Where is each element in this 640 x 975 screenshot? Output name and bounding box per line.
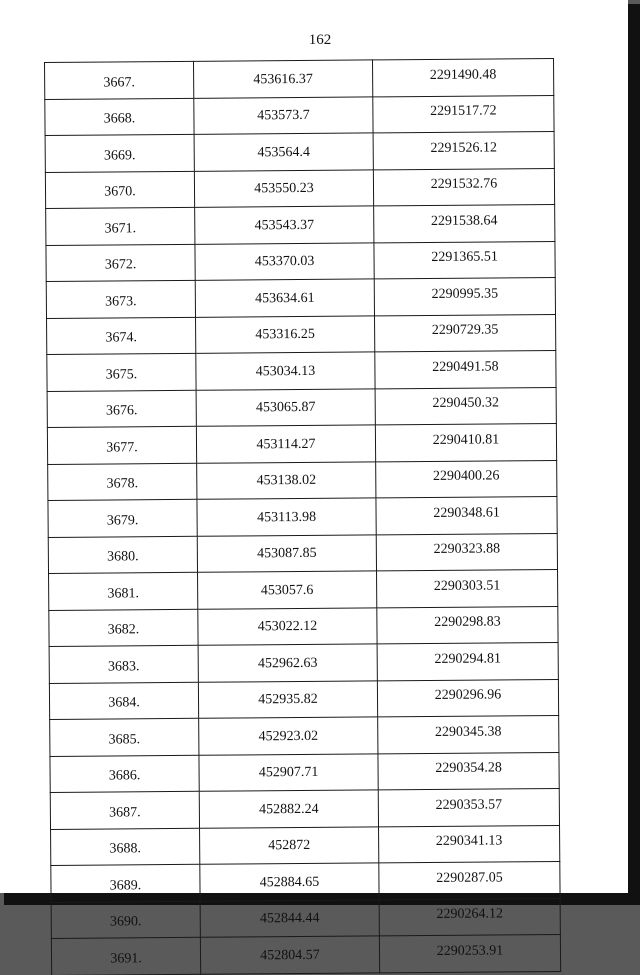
point-number-cell: 3674. (47, 317, 196, 355)
y-coordinate-cell: 2290323.88 (376, 533, 557, 571)
x-coordinate-cell: 453138.02 (197, 461, 376, 499)
y-coordinate-cell: 2291538.64 (374, 204, 555, 242)
x-coordinate-cell: 453634.61 (195, 279, 374, 317)
point-number-cell: 3669. (45, 134, 194, 172)
point-number-cell: 3685. (50, 718, 199, 756)
y-coordinate-cell: 2290995.35 (374, 277, 555, 315)
y-coordinate-cell: 2290341.13 (379, 825, 560, 863)
table-row (50, 715, 559, 755)
y-coordinate-cell: 2290345.38 (378, 715, 559, 753)
point-number-cell: 3687. (50, 791, 199, 829)
point-number-cell: 3691. (51, 937, 200, 975)
table-row (46, 277, 555, 317)
x-coordinate-cell: 453113.98 (197, 498, 376, 536)
x-coordinate-cell: 453065.87 (196, 388, 375, 426)
table-row (50, 788, 559, 828)
x-coordinate-cell: 452882.24 (199, 790, 378, 828)
table-row (47, 314, 556, 354)
x-coordinate-cell: 452935.82 (198, 680, 377, 718)
point-number-cell: 3688. (51, 828, 200, 866)
point-number-cell: 3671. (46, 207, 195, 245)
table-row (51, 825, 560, 865)
table-row (50, 752, 559, 792)
y-coordinate-cell: 2290450.32 (375, 387, 556, 425)
y-coordinate-cell: 2291526.12 (373, 131, 554, 169)
table-row (47, 350, 556, 390)
y-coordinate-cell: 2290294.81 (377, 642, 558, 680)
y-coordinate-cell: 2290348.61 (376, 496, 557, 534)
table-row (46, 241, 555, 281)
point-number-cell: 3668. (45, 98, 194, 136)
x-coordinate-cell: 453564.4 (194, 133, 373, 171)
y-coordinate-cell: 2290287.05 (379, 861, 560, 899)
coordinates-table-wrapper (44, 58, 560, 967)
table-row (51, 934, 560, 974)
x-coordinate-cell: 453087.85 (197, 534, 376, 572)
table-body (45, 58, 561, 974)
point-number-cell: 3682. (49, 609, 198, 647)
y-coordinate-cell: 2290298.83 (377, 606, 558, 644)
y-coordinate-cell: 2291532.76 (373, 168, 554, 206)
x-coordinate-cell: 453057.6 (198, 571, 377, 609)
x-coordinate-cell: 453543.37 (195, 206, 374, 244)
x-coordinate-cell: 452872 (200, 826, 379, 864)
x-coordinate-cell: 452907.71 (199, 753, 378, 791)
table-row (48, 460, 557, 500)
table-row (49, 606, 558, 646)
point-number-cell: 3680. (48, 536, 197, 574)
table-row (47, 423, 556, 463)
point-number-cell: 3673. (46, 280, 195, 318)
x-coordinate-cell: 453370.03 (195, 242, 374, 280)
table-row (48, 496, 557, 536)
y-coordinate-cell: 2291517.72 (373, 95, 554, 133)
y-coordinate-cell: 2290303.51 (377, 569, 558, 607)
point-number-cell: 3679. (48, 499, 197, 537)
point-number-cell: 3683. (49, 645, 198, 683)
table-row (49, 569, 558, 609)
table-row (48, 533, 557, 573)
y-coordinate-cell: 2290264.12 (379, 898, 560, 936)
y-coordinate-cell: 2290253.91 (379, 934, 560, 972)
x-coordinate-cell: 452844.44 (200, 899, 379, 937)
table-row (51, 898, 560, 938)
table-row (49, 679, 558, 719)
point-number-cell: 3667. (45, 61, 194, 99)
point-number-cell: 3670. (45, 171, 194, 209)
x-coordinate-cell: 453550.23 (194, 169, 373, 207)
table-row (46, 204, 555, 244)
point-number-cell: 3676. (47, 390, 196, 428)
table-row (49, 642, 558, 682)
x-coordinate-cell: 452923.02 (199, 717, 378, 755)
x-coordinate-cell: 453114.27 (196, 425, 375, 463)
table-row (45, 58, 554, 98)
y-coordinate-cell: 2291365.51 (374, 241, 555, 279)
x-coordinate-cell: 452962.63 (198, 644, 377, 682)
table-row (47, 387, 556, 427)
table-row (45, 131, 554, 171)
y-coordinate-cell: 2290410.81 (375, 423, 556, 461)
y-coordinate-cell: 2290729.35 (375, 314, 556, 352)
point-number-cell: 3677. (47, 426, 196, 464)
point-number-cell: 3675. (47, 353, 196, 391)
table-row (51, 861, 560, 901)
point-number-cell: 3686. (50, 755, 199, 793)
x-coordinate-cell: 452884.65 (200, 863, 379, 901)
y-coordinate-cell: 2290296.96 (377, 679, 558, 717)
x-coordinate-cell: 453022.12 (198, 607, 377, 645)
y-coordinate-cell: 2291490.48 (372, 58, 553, 96)
coordinates-table (44, 58, 561, 975)
point-number-cell: 3678. (48, 463, 197, 501)
page-number: 162 (308, 32, 332, 48)
x-coordinate-cell: 453316.25 (196, 315, 375, 353)
x-coordinate-cell: 453616.37 (193, 60, 372, 98)
x-coordinate-cell: 452804.57 (200, 936, 379, 974)
point-number-cell: 3689. (51, 864, 200, 902)
point-number-cell: 3672. (46, 244, 195, 282)
table-row (45, 168, 554, 208)
scan-shadow-right (628, 4, 640, 905)
point-number-cell: 3684. (49, 682, 198, 720)
point-number-cell: 3690. (51, 901, 200, 939)
y-coordinate-cell: 2290400.26 (376, 460, 557, 498)
y-coordinate-cell: 2290354.28 (378, 752, 559, 790)
table-row (45, 95, 554, 135)
y-coordinate-cell: 2290491.58 (375, 350, 556, 388)
x-coordinate-cell: 453573.7 (194, 96, 373, 134)
point-number-cell: 3681. (49, 572, 198, 610)
x-coordinate-cell: 453034.13 (196, 352, 375, 390)
y-coordinate-cell: 2290353.57 (378, 788, 559, 826)
